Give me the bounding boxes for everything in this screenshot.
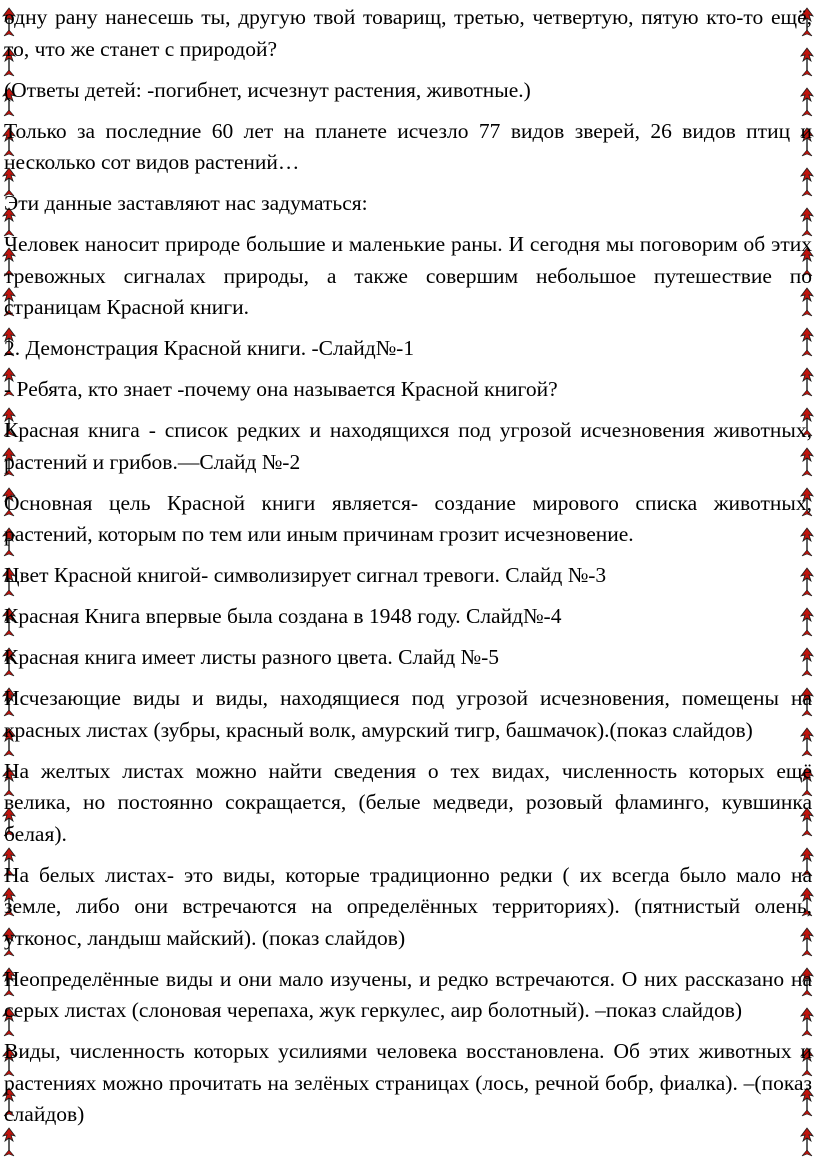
paragraph: Неопределённые виды и они мало изучены, и редко встречаются. О них рассказано на серых листах (слоновая черепаха, жук геркулес, аир болотный). –показ слайдов) <box>4 966 812 1022</box>
paragraph: одну рану нанесешь ты, другую твой товарищ, третью, четвертую, пятую кто-то ещё, то, что же станет с природой? <box>4 5 812 61</box>
paragraph: Только за последние 60 лет на планете исчезло 77 видов зверей, 26 видов птиц и несколько сот видов растений… <box>4 118 812 174</box>
paragraph: На белых листах- это виды, которые традиционно редки ( их всегда было мало на земле, либо они встречаются на определённых территориях). (пятнистый олень, утконос, ландыш майский). (показ слайдов) <box>4 862 812 950</box>
paragraph: Красная книга - список редких и находящихся под угрозой исчезновения животных, растений и грибов.—Слайд №-2 <box>4 418 812 474</box>
paragraph: 2. Демонстрация Красной книги. -Слайд№-1 <box>4 336 415 360</box>
paragraph: Человек наносит природе большие и маленькие раны. И сегодня мы поговорим об этих тревожных сигналах природы, а также совершим небольшое путешествие по страницам Красной книги. <box>4 232 812 319</box>
paragraph: На желтых листах можно найти сведения о тех видах, численность которых ещё велика, но постоянно сокращается, (белые медведи, розовый фламинго, кувшинка белая). <box>4 758 812 846</box>
paragraph: Цвет Красной книгой- символизирует сигнал тревоги. Слайд №-3 <box>4 563 607 587</box>
paragraph: Красная книга имеет листы разного цвета. Слайд №-5 <box>4 645 499 669</box>
paragraph: Красная Книга впервые была создана в 1948 году. Слайд№-4 <box>4 604 562 628</box>
paragraph: Исчезающие виды и виды, находящиеся под угрозой исчезновения, помещены на красных листах (зубры, красный волк, амурский тигр, башмачок).(показ слайдов) <box>4 686 812 742</box>
paragraph: Виды, численность которых усилиями человека восстановлена. Об этих животных и растениях можно прочитать на зелёных страницах (лось, речной бобр, фиалка). –(показ слайдов) <box>4 1039 812 1126</box>
paragraph: (Ответы детей: -погибнет, исчезнут растения, животные.) <box>4 77 531 102</box>
document-body <box>4 2 812 1140</box>
paragraph: - Ребята, кто знает -почему она называется Красной книгой? <box>4 377 558 401</box>
paragraph: Основная цель Красной книги является- создание мирового списка животных, растений, которым по тем или иным причинам грозит исчезновение. <box>4 490 812 546</box>
paragraph: Эти данные заставляют нас задуматься: <box>4 191 368 215</box>
